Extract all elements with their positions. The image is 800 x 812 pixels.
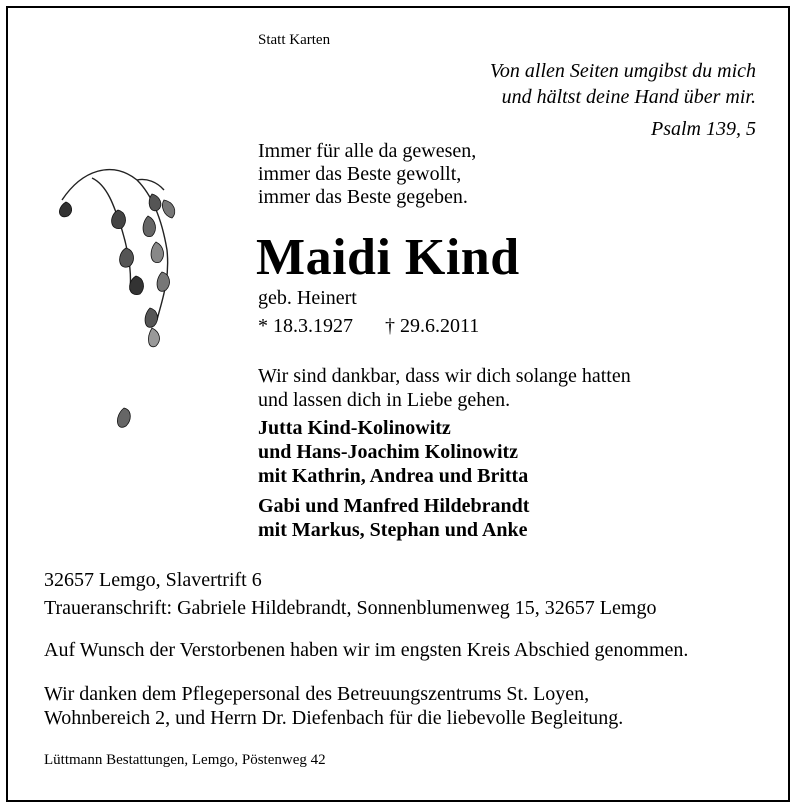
- family-1-line-3: mit Kathrin, Andrea und Britta: [258, 465, 529, 487]
- address-line-2: Traueranschrift: Gabriele Hildebrandt, Sonnenblumenweg 15, 32657 Lemgo: [44, 597, 657, 619]
- header-note: Statt Karten: [258, 32, 331, 48]
- family-2-line-1: Gabi und Manfred Hildebrandt: [258, 495, 530, 517]
- poem: [258, 140, 476, 209]
- verse-reference: Psalm 139, 5: [651, 118, 756, 140]
- family-1-line-2: und Hans-Joachim Kolinowitz: [258, 441, 519, 463]
- family-group-1: [258, 416, 528, 488]
- message-line-1: Wir sind dankbar, dass wir dich solange hatten: [258, 365, 631, 387]
- thanks-line-2: Wohnbereich 2, und Herrn Dr. Diefenbach für die liebevolle Begleitung.: [44, 707, 624, 729]
- verse-quote: [490, 58, 756, 142]
- deceased-name: Maidi Kind: [256, 229, 520, 286]
- maiden-name: geb. Heinert: [258, 287, 357, 309]
- verse-line-2: und hältst deine Hand über mir.: [501, 86, 756, 108]
- address-line-1: 32657 Lemgo, Slavertrift 6: [44, 569, 262, 591]
- family-group-2: [258, 494, 529, 542]
- thanks-line-1: Wir danken dem Pflegepersonal des Betreuungszentrums St. Loyen,: [44, 683, 590, 705]
- verse-line-1: Von allen Seiten umgibst du mich: [489, 60, 756, 82]
- thanks-block: [44, 682, 623, 730]
- funeral-notice: Auf Wunsch der Verstorbenen haben wir im engsten Kreis Abschied genommen.: [44, 639, 689, 661]
- poem-line-1: Immer für alle da gewesen,: [258, 140, 477, 162]
- poem-line-2: immer das Beste gewollt,: [258, 163, 462, 185]
- birth-date: * 18.3.1927: [258, 315, 353, 337]
- farewell-message: [258, 364, 631, 412]
- death-date: † 29.6.2011: [385, 315, 480, 337]
- family-1-line-1: Jutta Kind-Kolinowitz: [258, 417, 451, 439]
- poem-line-3: immer das Beste gegeben.: [258, 186, 468, 208]
- message-line-2: und lassen dich in Liebe gehen.: [258, 389, 511, 411]
- family-2-line-2: mit Markus, Stephan und Anke: [258, 519, 528, 541]
- address-block: [44, 568, 656, 620]
- life-dates: [258, 314, 479, 338]
- undertaker-footer: Lüttmann Bestattungen, Lemgo, Pöstenweg 42: [44, 752, 326, 768]
- birch-branch-illustration: [52, 150, 192, 450]
